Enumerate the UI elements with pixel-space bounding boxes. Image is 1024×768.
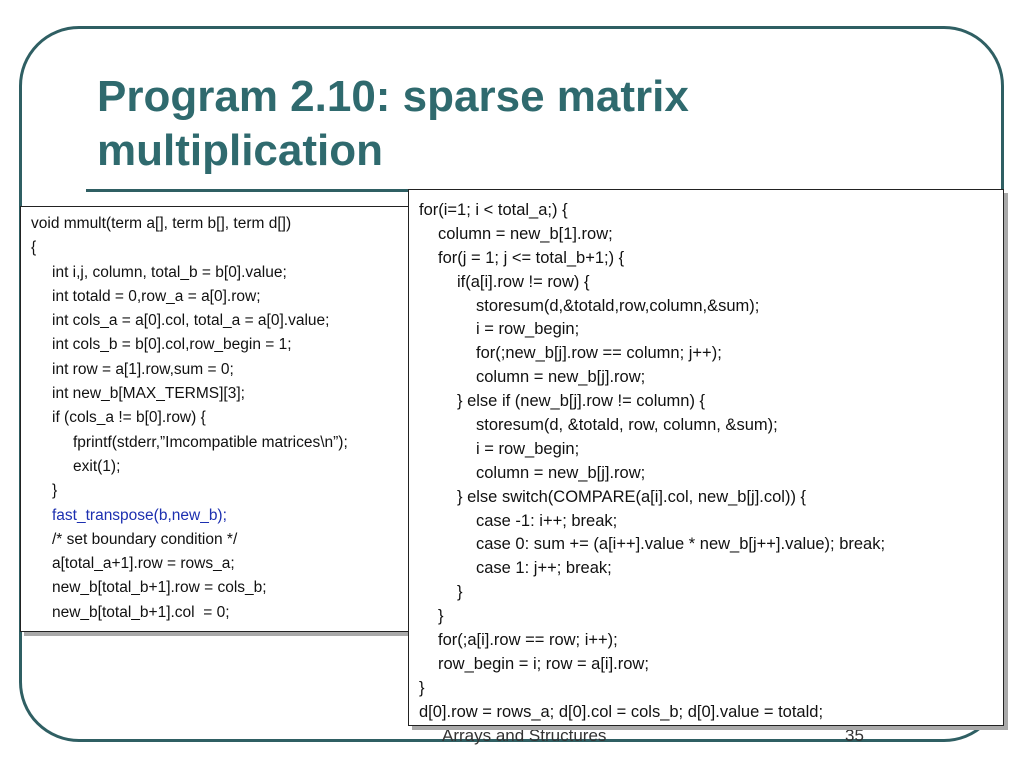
code-line: column = new_b[j].row; — [476, 368, 646, 387]
code-line: if(a[i].row != row) { — [457, 272, 590, 291]
code-line: d[0].row = rows_a; d[0].col = cols_b; d[0].value = totald; — [419, 702, 824, 721]
code-line: row_begin = i; row = a[i].row; — [438, 654, 649, 673]
code-line: int cols_a = a[0].col, total_a = a[0].value; — [52, 312, 330, 330]
code-line: } else switch(COMPARE(a[i].col, new_b[j].col)) { — [457, 487, 807, 506]
code-line: a[total_a+1].row = rows_a; — [52, 555, 235, 573]
code-line: for(i=1; i < total_a;) { — [419, 201, 568, 219]
code-line: case -1: i++; break; — [476, 511, 618, 530]
code-line: int totald = 0,row_a = a[0].row; — [52, 287, 261, 305]
code-line: int row = a[1].row,sum = 0; — [52, 360, 234, 378]
footer-title: Arrays and Structures — [442, 726, 607, 745]
code-line: } — [52, 482, 58, 500]
code-line: } — [419, 678, 425, 697]
code-line: storesum(d, &totald, row, column, &sum); — [476, 416, 778, 435]
code-line: storesum(d,&totald,row,column,&sum); — [476, 296, 760, 315]
code-line: } else if (new_b[j].row != column) { — [457, 392, 706, 411]
page-number: 35 — [845, 726, 864, 745]
code-line: i = row_begin; — [476, 439, 580, 458]
code-box-right — [408, 189, 1004, 726]
code-line: /* set boundary condition */ — [52, 530, 238, 548]
code-line: for(;new_b[j].row == column; j++); — [476, 344, 722, 363]
code-line: column = new_b[j].row; — [476, 463, 646, 482]
code-line: if (cols_a != b[0].row) { — [52, 409, 206, 427]
code-line: } — [438, 607, 444, 626]
title-underline — [86, 189, 416, 192]
code-line: fprintf(stderr,”Imcompatible matrices\n”); — [73, 433, 348, 451]
code-box-left — [20, 206, 413, 632]
code-line: i = row_begin; — [476, 320, 580, 339]
code-line: for(;a[i].row == row; i++); — [438, 631, 618, 650]
code-line: int i,j, column, total_b = b[0].value; — [52, 263, 287, 281]
code-line: int new_b[MAX_TERMS][3]; — [52, 385, 245, 403]
code-line: void mmult(term a[], term b[], term d[]) — [31, 215, 292, 232]
slide-title: Program 2.10: sparse matrix multiplication — [97, 72, 689, 175]
code-line: exit(1); — [73, 457, 121, 475]
code-line: case 1: j++; break; — [476, 559, 612, 578]
code-line: column = new_b[1].row; — [438, 224, 613, 243]
code-line: } — [457, 583, 463, 602]
code-line: { — [31, 239, 37, 257]
code-line: new_b[total_b+1].row = cols_b; — [52, 579, 267, 597]
code-line: case 0: sum += (a[i++].value * new_b[j++].value); break; — [476, 535, 886, 554]
code-line: int cols_b = b[0].col,row_begin = 1; — [52, 336, 292, 354]
code-line: fast_transpose(b,new_b); — [52, 506, 227, 524]
code-line: for(j = 1; j <= total_b+1;) { — [438, 248, 625, 267]
code-line: new_b[total_b+1].col = 0; — [52, 603, 230, 621]
